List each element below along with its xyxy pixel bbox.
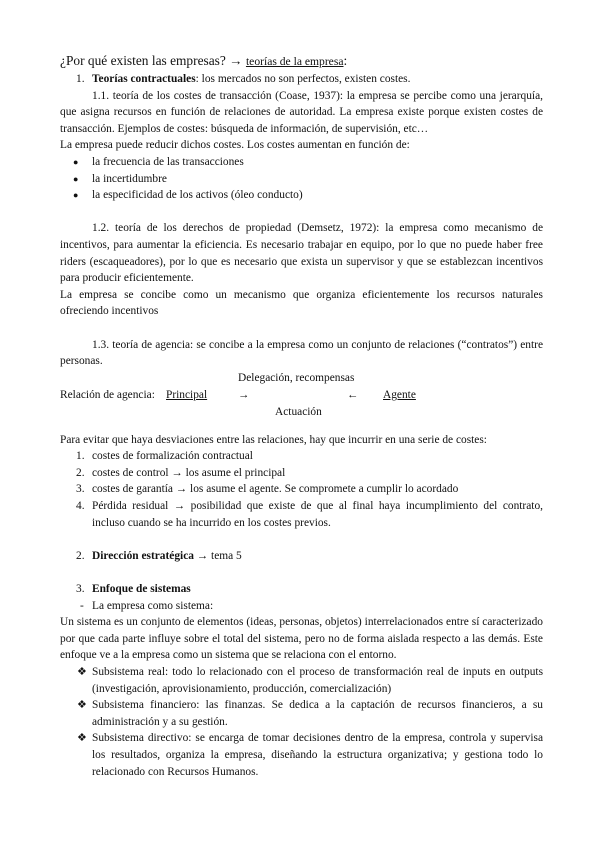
list-item	[60, 730, 543, 780]
page-title	[60, 52, 543, 71]
system-subheading	[60, 598, 543, 615]
list-number: 1.	[76, 450, 85, 463]
list-item-text: costes de control → los asume el principal	[92, 466, 286, 479]
section-1-1-paragraph: 1.1. teoría de los costes de transacción (Coase, 1937): la empresa se percibe como una jerarquía, que asigna recursos en función de relaciones de autoridad. La empresa existe porque existen costes de transacción. Ejemplos de costes: búsqueda de información, de supervisión, etc…	[60, 89, 543, 135]
diamond-bullet-icon: ❖	[77, 699, 87, 712]
bullet-icon: ●	[73, 190, 79, 201]
list-item	[60, 171, 543, 188]
list-number: 2.	[76, 466, 85, 479]
section-2-title: Dirección estratégica	[92, 549, 194, 562]
list-item-text: la frecuencia de las transacciones	[92, 155, 244, 168]
dash-icon: -	[80, 599, 84, 612]
system-subheading-text: La empresa como sistema:	[92, 599, 214, 612]
list-item-text: Subsistema real: todo lo relacionado con el proceso de transformación real de inputs en outputs (investigación, aprovisionamiento, producción, comercialización)	[92, 666, 543, 695]
section-3-number: 3.	[76, 583, 85, 596]
costs-intro: Para evitar que haya desviaciones entre las relaciones, hay que incurrir en una serie de costes:	[60, 433, 487, 446]
section-1-title: Teorías contractuales	[92, 73, 196, 85]
section-2-number: 2.	[76, 549, 85, 562]
section-1-3-paragraph: 1.3. teoría de agencia: se concibe a la empresa como un conjunto de relaciones (“contratos”) entre personas.	[60, 338, 543, 368]
list-item	[60, 448, 543, 465]
agency-agent: Agente	[383, 388, 416, 401]
section-1-heading	[60, 71, 543, 88]
section-1-2-paragraph: 1.2. teoría de los derechos de propiedad (Demsetz, 1972): la empresa como mecanismo de incentivos, para aumentar la eficiencia. Es necesario trabajar en equipo, por lo que no puede haber free riders (escaqueadores), por lo que es necesario que exista un supervisor y que se establezcan incentivos para producir eficientemente.	[60, 222, 543, 285]
list-number: 3.	[76, 483, 85, 496]
list-item	[60, 465, 543, 482]
list-item-text: costes de garantía → los asume el agente. Se compromete a cumplir lo acordado	[92, 483, 459, 496]
list-item-text: Subsistema financiero: las finanzas. Se dedica a la captación de recursos financieros, a su administración y a su gestión.	[92, 699, 543, 728]
list-item-text: costes de formalización contractual	[92, 450, 253, 463]
list-item	[60, 154, 543, 171]
list-item	[60, 697, 543, 730]
agency-principal: Principal	[166, 388, 208, 401]
diamond-bullet-icon: ❖	[77, 666, 87, 678]
system-definition: Un sistema es un conjunto de elementos (ideas, personas, objetos) interrelacionados entre sí caracterizado por que cada parte influye sobre el total del sistema, pero no de forma aislada respecto a las demás. Este enfoque ve a la empresa como un sistema que se relaciona con el entorno.	[60, 616, 543, 662]
diamond-bullet-icon: ❖	[77, 732, 87, 745]
arrow-left-icon: ←	[347, 388, 359, 401]
list-item-text: Subsistema directivo: se encarga de tomar decisiones dentro de la empresa, controla y supervisa los resultados, organiza la empresa, diseñando la estructura organizativa; y gestiona todo lo relacionado con Recursos Humanos.	[92, 732, 543, 778]
cost-factors-list	[60, 154, 543, 204]
title-colon: :	[343, 53, 348, 68]
list-item-text: Pérdida residual → posibilidad que existe de que al final haya incumplimiento del contrato, incluso cuando se ha incurrido en los costes previos.	[92, 500, 543, 529]
agency-top-label: Delegación, recompensas	[238, 371, 355, 384]
arrow-right-icon: →	[238, 388, 250, 401]
bullet-icon: ●	[73, 156, 79, 167]
list-item	[60, 498, 543, 531]
section-2-heading	[60, 548, 543, 565]
list-item	[60, 481, 543, 498]
list-item	[60, 187, 543, 204]
section-1-1-followup: La empresa puede reducir dichos costes. Los costes aumentan en función de:	[60, 139, 410, 152]
section-1-text: : los mercados no son perfectos, existen costes.	[195, 73, 411, 85]
list-item-text: la incertidumbre	[92, 172, 167, 185]
title-link: teorías de la empresa	[245, 55, 344, 68]
section-1-number: 1.	[76, 73, 85, 85]
section-3-heading	[60, 581, 543, 598]
agency-diagram	[60, 370, 543, 420]
section-1-2-followup: La empresa se concibe como un mecanismo que organiza eficientemente los recursos naturales ofreciendo incentivos	[60, 288, 543, 318]
title-question: ¿Por qué existen las empresas? →	[60, 53, 243, 68]
section-2-text: → tema 5	[193, 549, 242, 562]
document-page	[60, 52, 543, 780]
list-item	[60, 664, 543, 697]
list-item-text: la especificidad de los activos (óleo conducto)	[92, 189, 303, 202]
agency-relation-label: Relación de agencia:	[60, 388, 155, 401]
agency-bottom-label: Actuación	[275, 405, 322, 418]
list-number: 4.	[76, 500, 85, 513]
bullet-icon: ●	[73, 173, 79, 184]
section-3-title: Enfoque de sistemas	[92, 583, 191, 596]
